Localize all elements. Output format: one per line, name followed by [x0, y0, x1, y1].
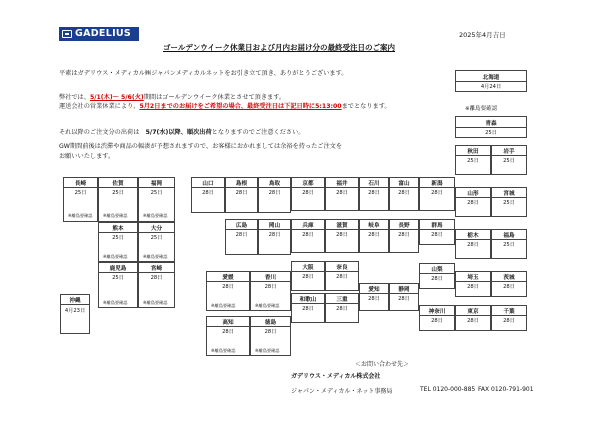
- region-akita: 秋田 25日: [455, 145, 491, 175]
- region-hyogo: 兵庫 28日: [291, 219, 325, 253]
- region-hiroshima: 広島 28日: [225, 219, 258, 255]
- region-saga: 佐賀 25日 ※離島要確認: [98, 177, 138, 222]
- region-miyazaki: 宮崎 28日 ※離島要確認: [138, 262, 175, 308]
- shipping-paragraph: それ以降のご注文分の出荷は 5/7(水)以降、順次出荷となりますのでご注意ください。: [59, 129, 305, 136]
- greeting-paragraph: 平素はガデリウス・メディカル㈱ジャパンメディカルネットをお引き立て頂き、ありがとうございます。: [59, 70, 348, 77]
- caution-paragraph-line1: GW期間前後は渋滞や商品の輻湊が予想されますので、お客様におかれましては余裕を持ったご注文を: [59, 143, 343, 150]
- region-aichi: 愛知 28日: [359, 283, 389, 311]
- region-aomori: 青森 25日: [455, 116, 527, 138]
- logo-mark-icon: [62, 30, 72, 38]
- region-fukui: 福井 28日: [325, 177, 359, 211]
- company-logo: [59, 27, 139, 41]
- region-kagoshima: 鹿児島 25日 ※離島要確認: [98, 262, 138, 308]
- region-kagawa: 香川 28日 ※離島要確認: [250, 271, 291, 311]
- region-kanagawa: 神奈川 28日: [419, 305, 455, 331]
- region-ibaraki: 茨城 28日: [491, 271, 527, 297]
- region-yamaguchi: 山口 28日: [191, 177, 225, 213]
- document-date: 2025年4月吉日: [459, 31, 506, 39]
- region-mie: 三重 28日: [325, 293, 359, 323]
- region-shiga: 滋賀 28日: [325, 219, 359, 253]
- region-fukushima: 福島 25日: [491, 229, 527, 259]
- region-tokushima: 徳島 28日 ※離島要確認: [250, 316, 291, 356]
- region-gunma: 群馬 28日: [419, 219, 455, 245]
- region-toyama: 富山 28日: [389, 177, 419, 211]
- hokkaido-note: ※離島要確認: [465, 106, 498, 112]
- contact-heading: ＜お問い合わせ先＞: [355, 361, 410, 368]
- region-ehime: 愛媛 28日 ※離島要確認: [206, 271, 250, 311]
- region-miyagi: 宮城 25日: [491, 187, 527, 217]
- region-nagano: 長野 28日: [389, 219, 419, 253]
- region-chiba: 千葉 28日: [491, 305, 527, 331]
- region-kyoto: 京都 28日: [291, 177, 325, 211]
- region-nagasaki: 長崎 25日 ※離島要確認: [63, 177, 98, 222]
- region-tokyo: 東京 28日: [455, 305, 491, 331]
- region-okinawa: 沖縄 4月23日: [60, 294, 90, 334]
- region-oita: 大分 25日 ※離島要確認: [138, 222, 175, 262]
- deadline-paragraph: 運送会社の営業休業により、5月2日までのお届けをご希望の場合、最終受注日は下記日時に5:13:00までとなります。: [59, 103, 391, 110]
- region-nara: 奈良 28日: [325, 261, 359, 291]
- contact-company: ガデリウス・メディカル株式会社: [291, 373, 381, 380]
- contact-fax: FAX 0120-791-901: [478, 386, 534, 393]
- region-osaka: 大阪 28日: [291, 261, 325, 291]
- region-iwate: 岩手 25日: [491, 145, 527, 175]
- region-tochigi: 栃木 28日: [455, 229, 491, 259]
- contact-tel: TEL 0120-000-885: [420, 386, 476, 393]
- region-kumamoto: 熊本 25日 ※離島要確認: [98, 222, 138, 262]
- region-kochi: 高知 28日 ※離島要確認: [206, 316, 250, 356]
- contact-office: ジャパン・メディカル・ネット事務局: [291, 388, 393, 395]
- region-saitama: 埼玉 28日: [455, 271, 491, 297]
- logo-text: GADELIUS: [75, 28, 132, 39]
- caution-paragraph-line2: お願いいたします。: [59, 153, 115, 160]
- region-gifu: 岐阜 28日: [359, 219, 389, 253]
- region-ishikawa: 石川 28日: [359, 177, 389, 211]
- holiday-paragraph: 弊社では、5/1(木)〜 5/6(火)期間はゴールデンウイーク休業とさせて頂きます。: [59, 94, 286, 101]
- region-niigata: 新潟 28日: [419, 177, 455, 211]
- region-yamagata: 山形 28日: [455, 187, 491, 217]
- region-wakayama: 和歌山 28日: [291, 293, 325, 323]
- region-hokkaido: 北海道 4月24日: [455, 70, 527, 92]
- region-tottori: 鳥取 28日: [258, 177, 291, 213]
- region-yamanashi: 山梨 28日: [419, 263, 455, 289]
- region-fukuoka: 福岡 25日 ※離島要確認: [138, 177, 175, 222]
- region-shimane: 島根 28日: [225, 177, 258, 213]
- region-shizuoka: 静岡 28日: [389, 283, 419, 311]
- document-title: ゴールデンウイーク休業日および月内お届け分の最終受注日のご案内: [163, 43, 395, 52]
- region-okayama: 岡山 28日: [258, 219, 291, 255]
